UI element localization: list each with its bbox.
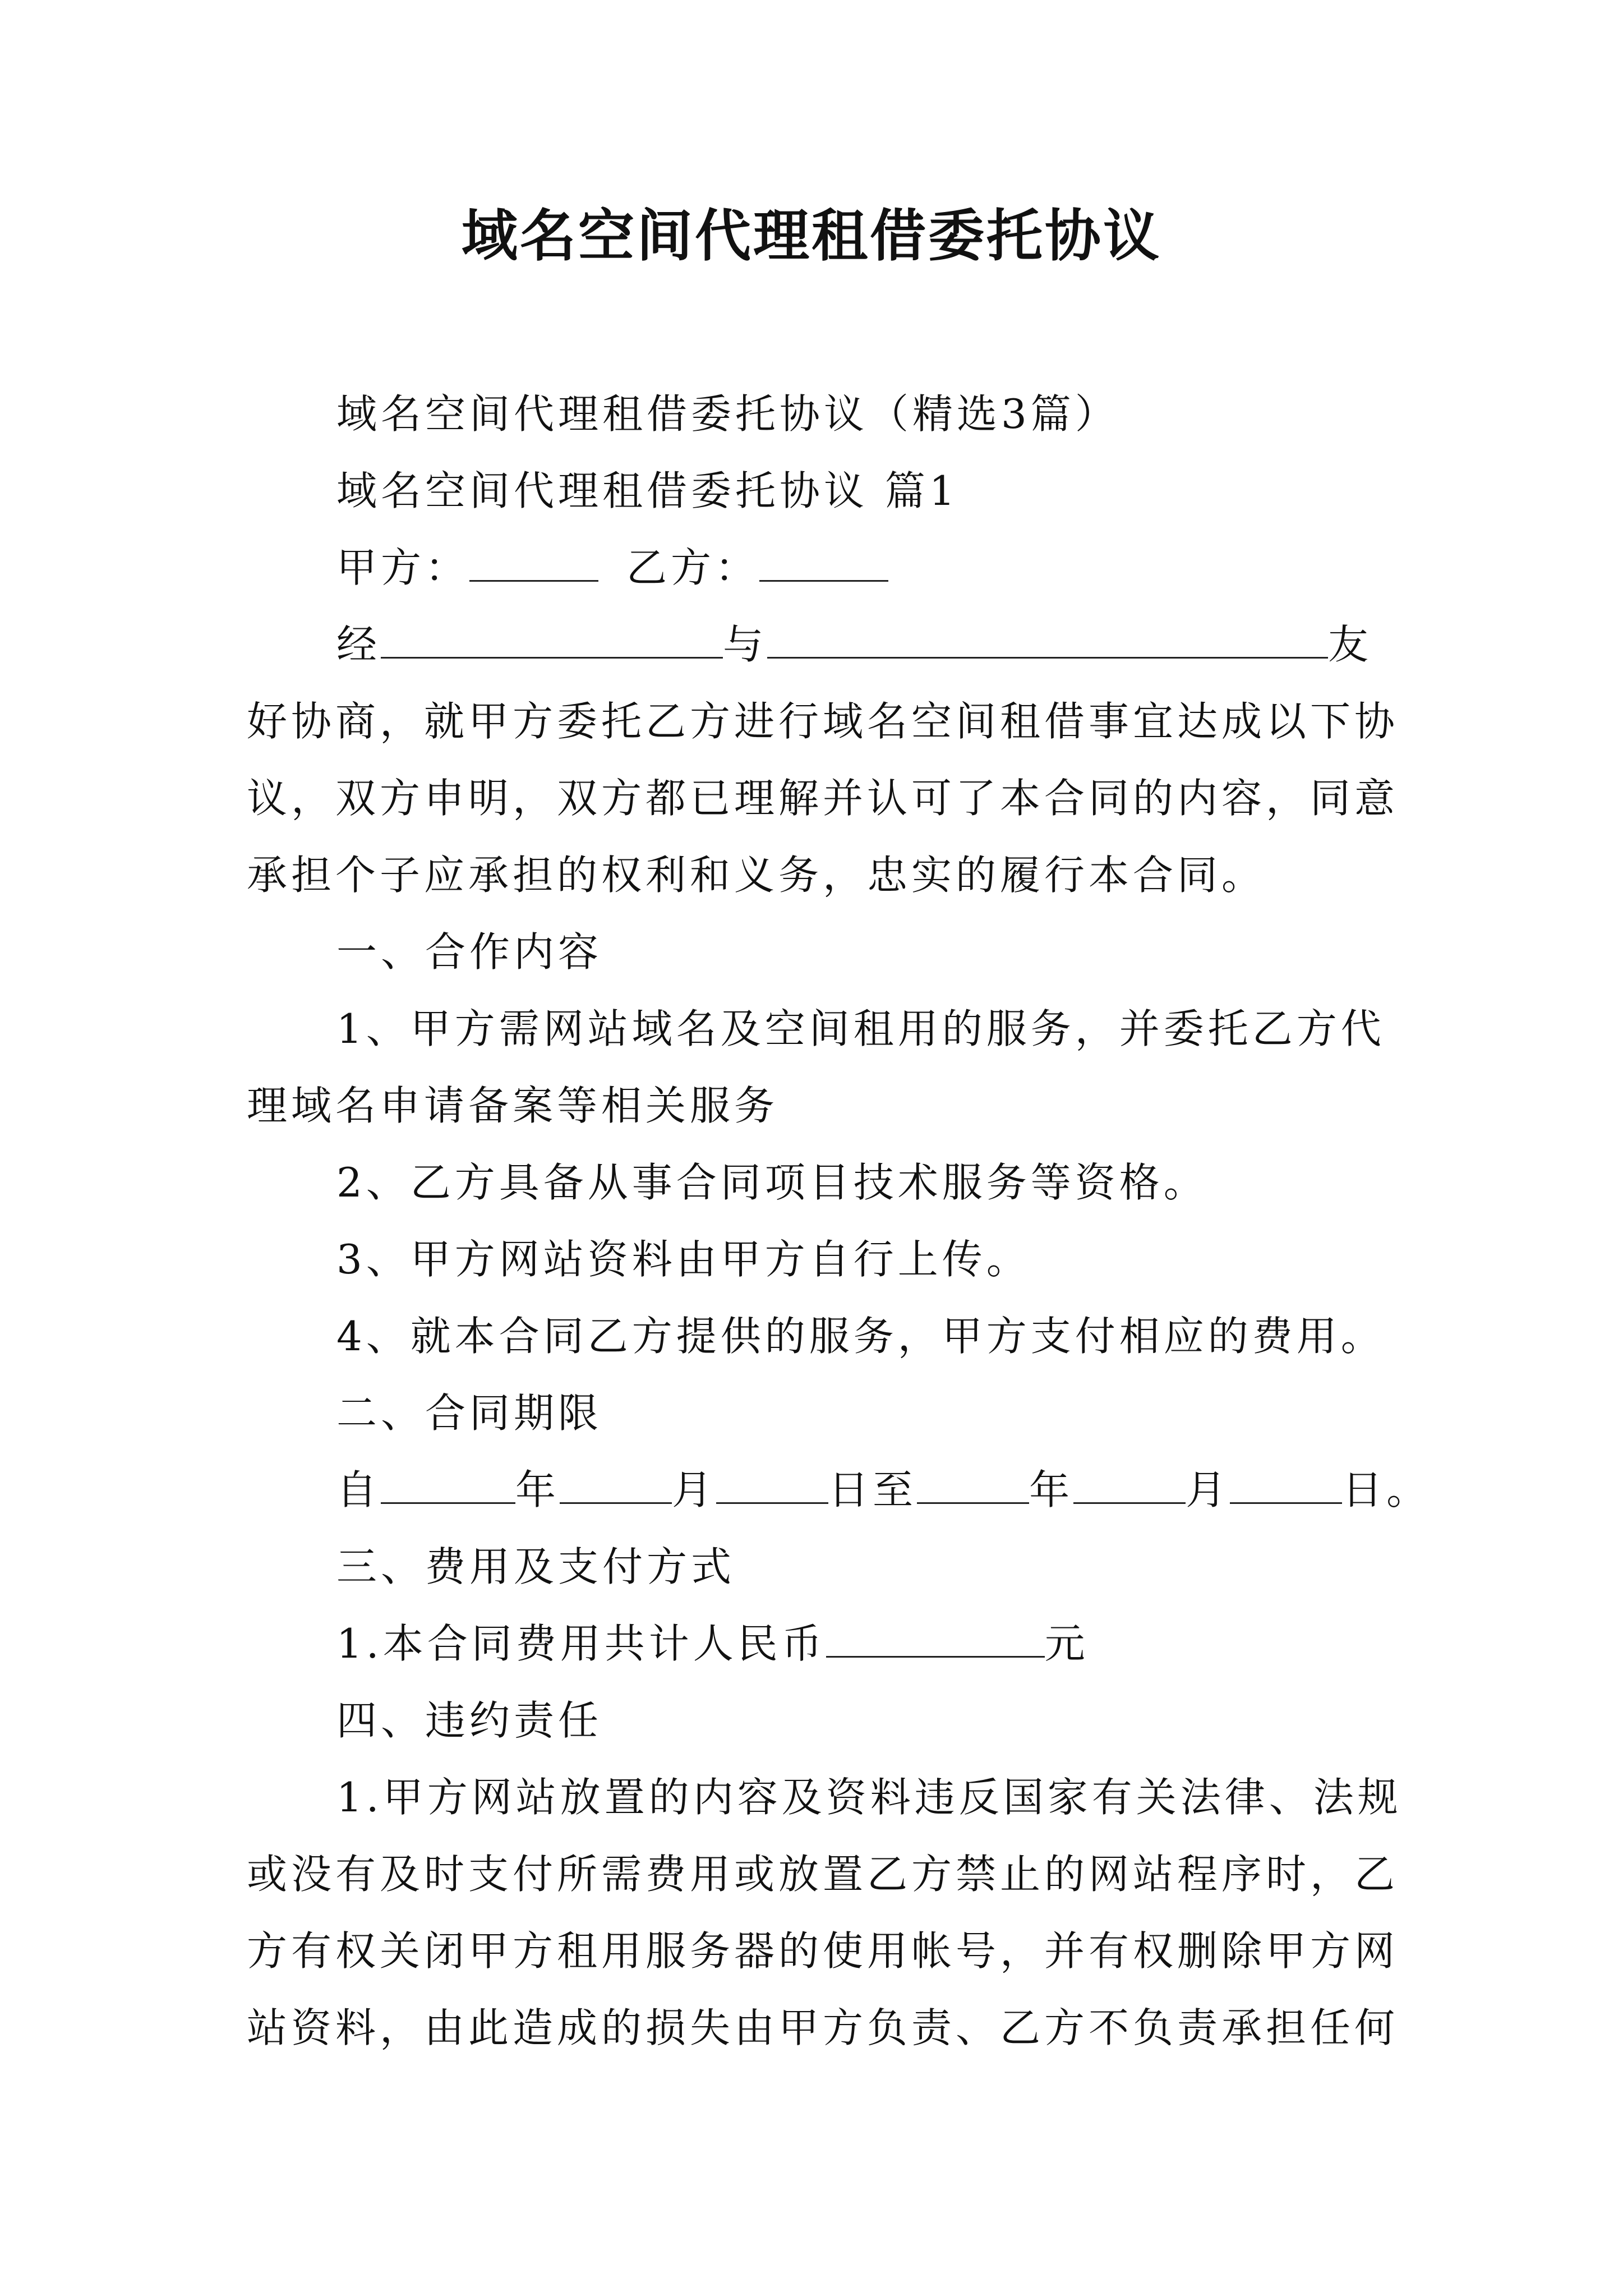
- section-4-heading: 四、违约责任: [336, 1697, 603, 1744]
- term-blank-month-start: [560, 1467, 672, 1504]
- section-3-heading: 三、费用及支付方式: [336, 1543, 736, 1590]
- fee-blank: [826, 1621, 1045, 1658]
- intro-line-3: 议，双方申明，双方都已理解并认可了本合同的内容，同意: [247, 775, 1399, 822]
- term-ri-end: 日。: [1342, 1466, 1431, 1513]
- intro-blank-2: [767, 622, 1328, 659]
- term-blank-year-end: [917, 1467, 1029, 1504]
- section-4-para-line-1: 1.甲方网站放置的内容及资料违反国家有关法律、法规: [336, 1774, 1402, 1821]
- term-nian: 年: [515, 1466, 560, 1513]
- term-blank-year-start: [381, 1467, 515, 1504]
- document-subtitle: 域名空间代理租借委托协议（精选3篇）: [336, 390, 1119, 438]
- section-1-item-2: 2、乙方具备从事合同项目技术服务等资格。: [336, 1159, 1208, 1206]
- party-a-label: 甲方：: [336, 544, 470, 591]
- section-1-item-3: 3、甲方网站资料由甲方自行上传。: [336, 1236, 1031, 1283]
- section-1-item-1-line-1: 1、甲方需网站域名及空间租用的服务，并委托乙方代: [336, 1005, 1385, 1052]
- intro-line-2: 好协商，就甲方委托乙方进行域名空间租借事宜达成以下协: [247, 698, 1399, 745]
- intro-you: 友: [1328, 621, 1373, 668]
- section-1-heading: 一、合作内容: [336, 928, 603, 976]
- fee-suffix: 元: [1044, 1620, 1089, 1667]
- section-4-para-line-2: 或没有及时支付所需费用或放置乙方禁止的网站程序时，乙: [247, 1851, 1399, 1898]
- term-yue-2: 月: [1186, 1466, 1230, 1513]
- intro-blank-1: [381, 622, 723, 659]
- section-1-item-1-line-2: 理域名申请备案等相关服务: [247, 1082, 779, 1129]
- section-4-para-line-4: 站资料，由此造成的损失由甲方负责、乙方不负责承担任何: [247, 2004, 1399, 2051]
- term-yue: 月: [672, 1466, 717, 1513]
- section-title: 域名空间代理租借委托协议 篇1: [336, 467, 959, 514]
- document-title: 域名空间代理租借委托协议: [462, 203, 1161, 269]
- term-blank-day-end: [1230, 1467, 1342, 1504]
- party-b-label: 乙方：: [626, 544, 760, 591]
- intro-line-1: [336, 616, 1372, 673]
- contract-term-line: [336, 1462, 1431, 1518]
- term-blank-day-start: [716, 1467, 828, 1504]
- intro-yu: 与: [723, 621, 768, 668]
- parties-line: [336, 540, 888, 596]
- fee-line: [336, 1616, 1089, 1672]
- section-4-para-line-3: 方有权关闭甲方租用服务器的使用帐号，并有权删除甲方网: [247, 1927, 1399, 1975]
- intro-line-4: 承担个子应承担的权利和义务，忠实的履行本合同。: [247, 852, 1266, 899]
- term-zi: 自: [336, 1466, 381, 1513]
- term-rizhi: 日至: [828, 1466, 917, 1513]
- fee-prefix: 1.本合同费用共计人民币: [336, 1620, 826, 1667]
- term-nian-2: 年: [1029, 1466, 1074, 1513]
- section-1-item-4: 4、就本合同乙方提供的服务，甲方支付相应的费用。: [336, 1313, 1385, 1360]
- party-b-blank: [759, 545, 888, 582]
- term-blank-month-end: [1073, 1467, 1186, 1504]
- party-a-blank: [469, 545, 598, 582]
- section-2-heading: 二、合同期限: [336, 1389, 603, 1437]
- intro-jing: 经: [336, 621, 381, 668]
